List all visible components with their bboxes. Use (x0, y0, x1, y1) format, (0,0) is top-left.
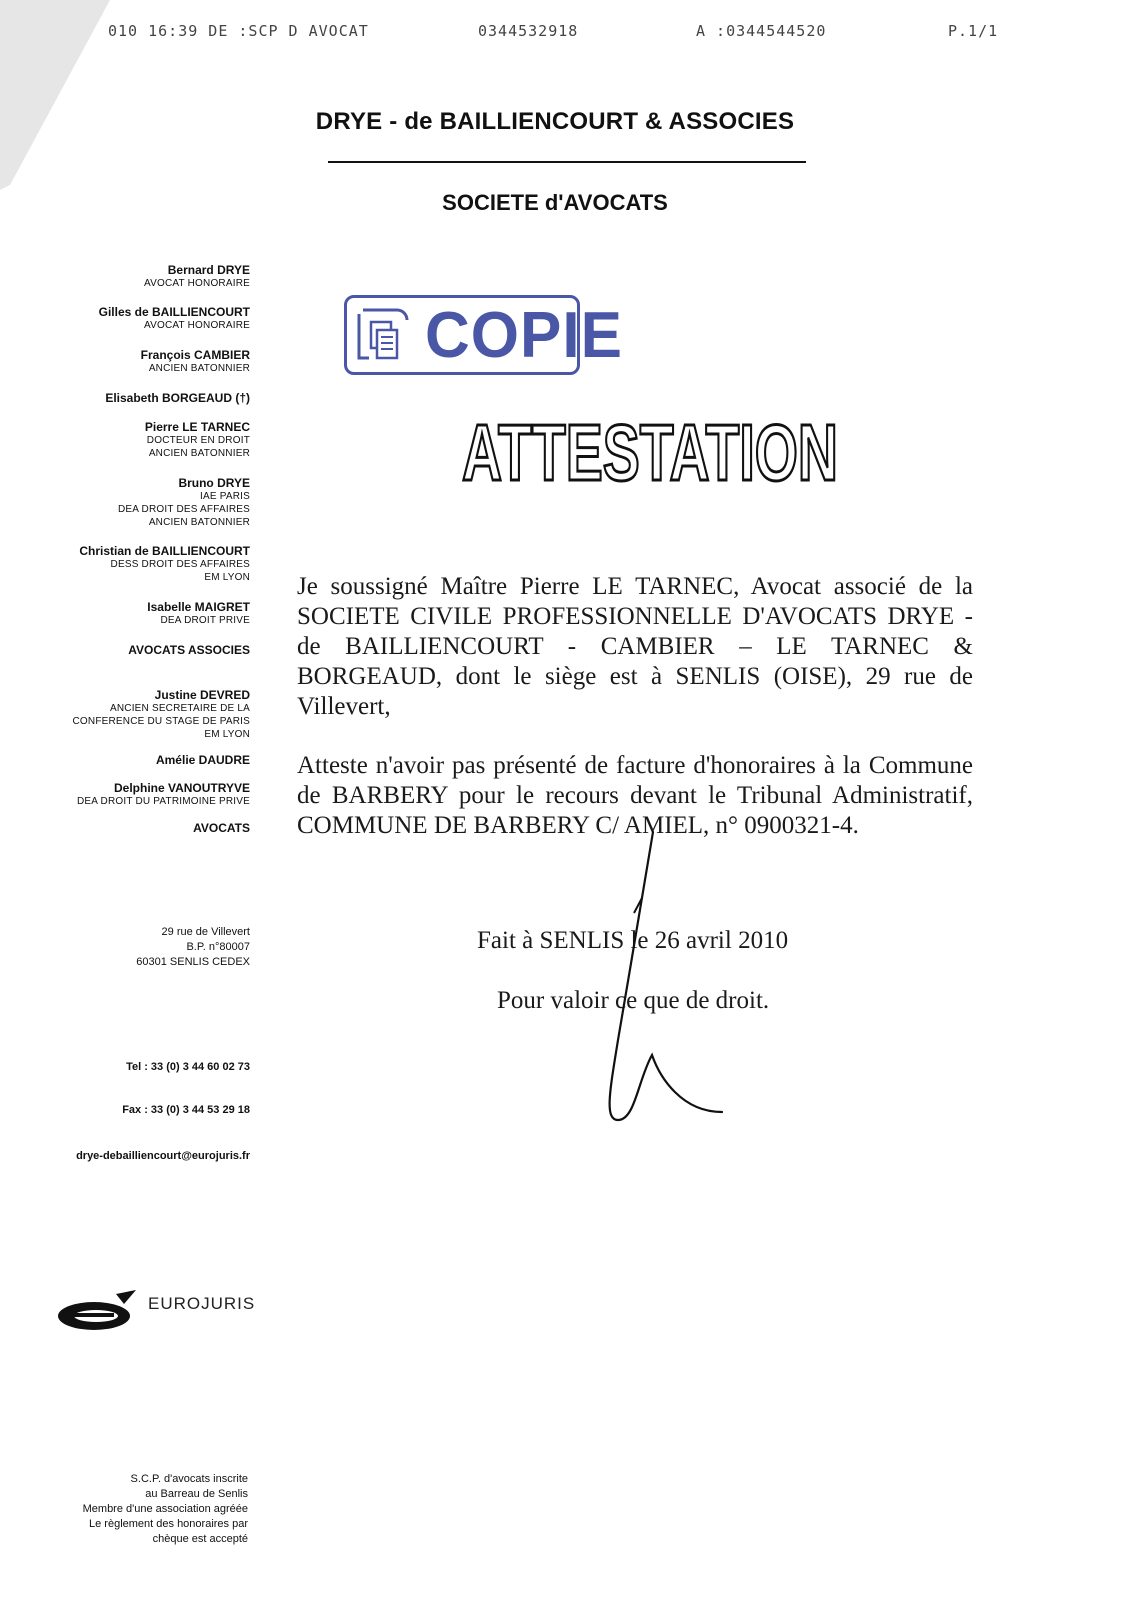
sidebar-member (10, 391, 250, 405)
member-name: Bruno DRYE (178, 476, 250, 490)
member-title: IAE PARIS (200, 491, 250, 502)
member-title: DEA DROIT DES AFFAIRES (117, 504, 250, 515)
lawyer-title: EM LYON (204, 729, 250, 740)
member-name: Gilles de BAILLIENCOURT (98, 305, 250, 319)
member-title: AVOCAT HONORAIRE (144, 320, 250, 331)
sidebar-member (10, 420, 250, 460)
member-title: EM LYON (204, 572, 250, 583)
footer-line: chèque est accepté (152, 1533, 248, 1545)
fax-datetime: 010 16:39 DE :SCP D AVOCAT (108, 22, 369, 40)
eurojuris-swoosh-icon (56, 1290, 140, 1334)
copie-stamp-text: COPIE (425, 299, 623, 372)
associates-heading: AVOCATS ASSOCIES (128, 643, 250, 657)
eurojuris-wordmark: EUROJURIS (148, 1294, 256, 1313)
member-name: François CAMBIER (140, 348, 250, 362)
sidebar-member (10, 476, 250, 529)
sidebar-lawyer (10, 753, 250, 767)
attestation-title (460, 408, 840, 497)
member-name: Elisabeth BORGEAUD (†) (105, 391, 250, 405)
footer-line: S.C.P. d'avocats inscrite (130, 1473, 248, 1485)
sidebar-member (10, 305, 250, 332)
sidebar-member (10, 263, 250, 290)
firm-address (10, 925, 250, 970)
closing-formula: Pour valoir ce que de droit. (497, 987, 770, 1014)
fax-from-number: 0344532918 (478, 22, 579, 40)
address-line: B.P. n°80007 (186, 941, 250, 953)
footer-line: Membre d'une association agréée (82, 1503, 248, 1515)
eurojuris-logo (56, 1284, 256, 1334)
member-title: DESS DROIT DES AFFAIRES (110, 559, 250, 570)
address-line: 29 rue de Villevert (161, 926, 250, 938)
member-title: ANCIEN BATONNIER (148, 517, 250, 528)
firm-name: DRYE - de BAILLIENCOURT & ASSOCIES (315, 108, 795, 135)
fax-page: P.1/1 (948, 22, 999, 40)
attestation-paragraph-1: Je soussigné Maître Pierre LE TARNEC, Avocat associé de la SOCIETE CIVILE PROFESSIONNELLE D'AVOCATS DRYE - de BAILLIENCOURT - CAMBIER – LE TARNEC & BORGEAUD, dont le siège est à SENLIS (OISE), 29 rue de Villevert, (297, 573, 973, 720)
fax-header (0, 22, 1131, 44)
member-title: AVOCAT HONORAIRE (144, 278, 250, 289)
address-line: 60301 SENLIS CEDEX (136, 956, 250, 968)
lawyer-name: Delphine VANOUTRYVE (113, 781, 250, 795)
sidebar-member (10, 348, 250, 375)
attestation-paragraph-2: Atteste n'avoir pas présenté de facture d'honoraires à la Commune de BARBERY pour le recours devant le Tribunal Administratif, COMMUNE DE BARBERY C/ AMIEL, n° 0900321-4. (297, 752, 973, 839)
document-stack-icon (357, 308, 412, 364)
member-title: DEA DROIT PRIVE (160, 615, 250, 626)
firm-subtitle: SOCIETE d'AVOCATS (442, 190, 668, 215)
place-date: Fait à SENLIS le 26 avril 2010 (477, 927, 789, 954)
handwritten-signature (590, 820, 750, 1130)
member-title: ANCIEN BATONNIER (148, 363, 250, 374)
member-name: Bernard DRYE (167, 263, 250, 277)
firm-fax: Fax : 33 (0) 3 44 53 29 18 (122, 1104, 250, 1116)
attestation-title-text: ATTESTATION (462, 408, 838, 497)
sidebar-lawyer (10, 781, 250, 808)
copie-stamp (344, 295, 623, 375)
letterhead-divider (328, 161, 806, 163)
footer-line: au Barreau de Senlis (145, 1488, 248, 1500)
lawyer-name: Justine DEVRED (154, 688, 250, 702)
firm-email: drye-debailliencourt@eurojuris.fr (76, 1150, 250, 1162)
member-name: Isabelle MAIGRET (147, 600, 250, 614)
lawyer-name: Amélie DAUDRE (155, 753, 250, 767)
lawyer-title: ANCIEN SECRETAIRE DE LA (109, 703, 250, 714)
lawyer-title: DEA DROIT DU PATRIMOINE PRIVE (76, 796, 250, 807)
member-title: ANCIEN BATONNIER (148, 448, 250, 459)
member-title: DOCTEUR EN DROIT (146, 435, 250, 446)
footer-line: Le règlement des honoraires par (89, 1518, 248, 1530)
lawyer-title: CONFERENCE DU STAGE DE PARIS (72, 716, 250, 727)
sidebar-lawyer (10, 688, 250, 741)
sidebar-member (10, 544, 250, 584)
member-name: Pierre LE TARNEC (144, 420, 250, 434)
member-name: Christian de BAILLIENCOURT (79, 544, 250, 558)
sidebar-member (10, 600, 250, 627)
firm-telephone: Tel : 33 (0) 3 44 60 02 73 (126, 1061, 250, 1073)
fax-to-number: A :0344544520 (696, 22, 827, 40)
footer-note (8, 1472, 248, 1547)
lawyers-heading: AVOCATS (193, 821, 250, 835)
